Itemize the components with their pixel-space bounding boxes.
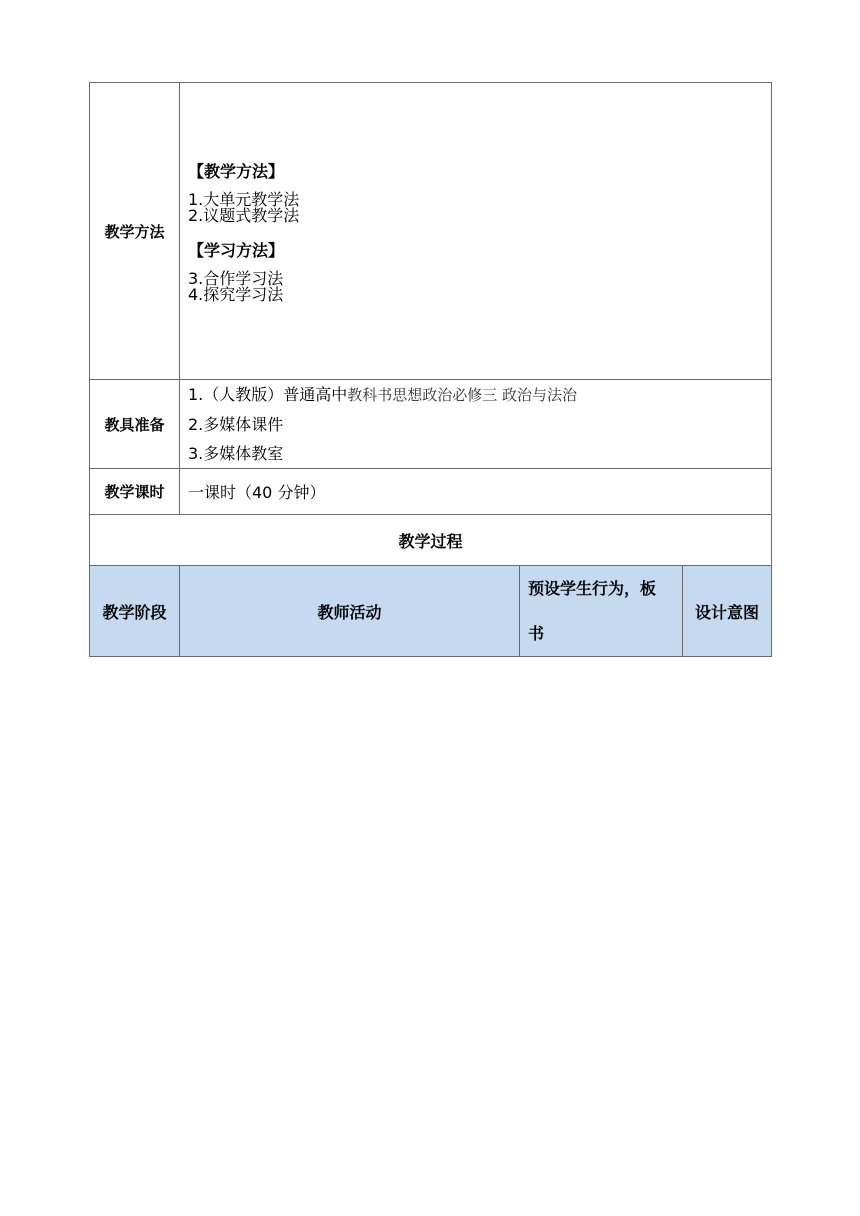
design-intent-header: 设计意图: [683, 566, 772, 657]
teaching-method-item: 2.议题式教学法: [188, 206, 300, 225]
teaching-methods-heading: 【教学方法】: [188, 162, 285, 181]
hours-value: 一课时（40 分钟）: [180, 469, 772, 515]
tools-label: 教具准备: [90, 380, 180, 469]
stage-header: 教学阶段: [90, 566, 180, 657]
tools-item: 3.多媒体教室: [188, 444, 284, 463]
methods-content: [180, 83, 772, 380]
process-title: 教学过程: [90, 515, 772, 566]
tools-item-prefix: 1.（人教版）普通高中: [188, 385, 348, 404]
methods-row: [90, 83, 772, 380]
tools-item: [188, 380, 771, 410]
teacher-activity-header: 教师活动: [180, 566, 520, 657]
student-behavior-line: 预设学生行为，板: [528, 579, 657, 598]
teaching-method-item: 1.大单元教学法: [188, 190, 300, 209]
hours-label: 教学课时: [90, 469, 180, 515]
tools-content: [180, 380, 772, 469]
process-header-row: [90, 566, 772, 657]
process-title-row: [90, 515, 772, 566]
student-behavior-line: 书: [528, 624, 545, 643]
learning-methods-heading: 【学习方法】: [188, 241, 285, 260]
methods-label: 教学方法: [90, 83, 180, 380]
lesson-plan-table: [89, 82, 772, 657]
tools-item: 2.多媒体课件: [188, 415, 284, 434]
hours-row: [90, 469, 772, 515]
learning-method-item: 3.合作学习法: [188, 269, 284, 288]
student-behavior-header: [520, 566, 683, 657]
learning-method-item: 4.探究学习法: [188, 285, 284, 304]
tools-item-book: 教科书思想政治必修三 政治与法治: [347, 386, 578, 404]
tools-row: [90, 380, 772, 469]
